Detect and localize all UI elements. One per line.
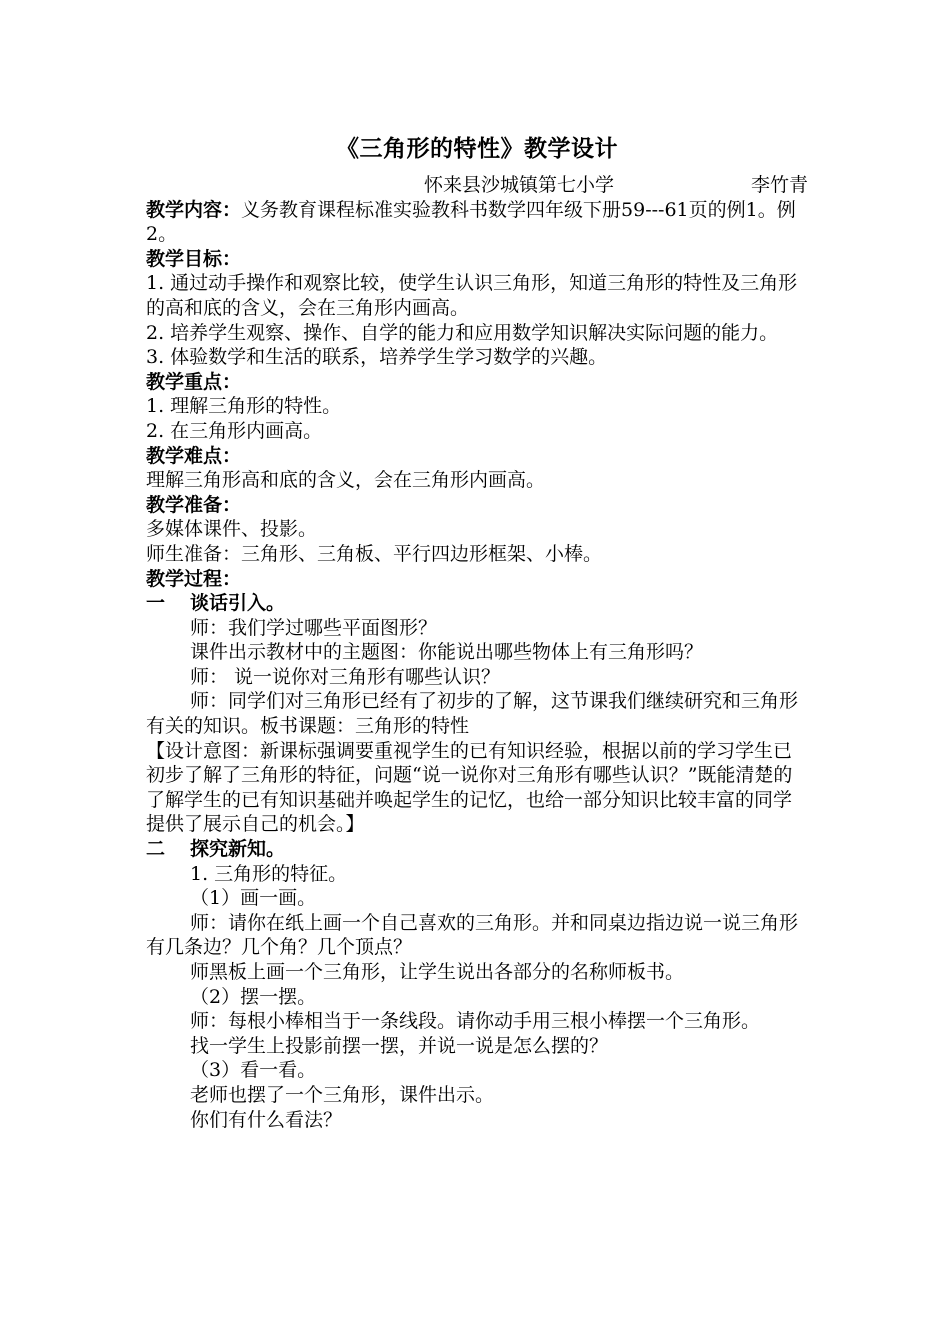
process-line: 老师也摆了一个三角形，课件出示。 xyxy=(190,1083,495,1106)
process-line: 师：我们学过哪些平面图形？ xyxy=(190,616,438,639)
process-line: 你们有什么看法？ xyxy=(190,1108,343,1131)
section-number: 一 xyxy=(146,592,166,615)
process-line: 找一学生上投影前摆一摆，并说一说是怎么摆的？ xyxy=(190,1034,609,1057)
process-line: 师黑板上画一个三角形，让学生说出各部分的名称师板书。 xyxy=(190,961,685,983)
process-line-text: 师：每根小棒相当于一条线段。请你动手用三根小棒摆一个三角形。 xyxy=(190,1010,761,1033)
section-number: 二 xyxy=(146,838,166,861)
process-line: 师： 说一说你对三角形有哪些认识？ xyxy=(190,665,501,688)
process-line xyxy=(146,689,808,738)
key-point-item: 1. 理解三角形的特性。 xyxy=(146,395,342,418)
section-heading-explore xyxy=(146,837,808,862)
process-line-text: 师：同学们对三角形已经有了初步的了解，这节课我们继续研究和三角形有关的知识。板书课题：三角形的特性 xyxy=(146,690,799,738)
process-line: （1）画一画。 xyxy=(190,887,317,910)
preparation-heading: 教学准备： xyxy=(146,493,242,516)
process-line: （2）摆一摆。 xyxy=(190,985,317,1008)
key-point-item: 2. 在三角形内画高。 xyxy=(146,419,323,442)
school-name: 怀来县沙城镇第七小学 xyxy=(424,174,615,196)
process-line-text: 师：请你在纸上画一个自己喜欢的三角形。并和同桌边指边说一说三角形有几条边？几个角？几个顶点？ xyxy=(146,911,799,959)
document-page xyxy=(146,133,808,1132)
teaching-content xyxy=(146,198,808,247)
difficulties-heading: 教学难点： xyxy=(146,444,242,467)
process-line: 1. 三角形的特征。 xyxy=(190,862,348,885)
teaching-content-text: 义务教育课程标准实验教科书数学四年级下册59---61页的例1。例2。 xyxy=(146,198,796,246)
section-title: 探究新知。 xyxy=(190,838,286,861)
goal-item: 1. 通过动手操作和观察比较，使学生认识三角形，知道三角形的特性及三角形的高和底的含义，会在三角形内画高。 xyxy=(146,272,798,319)
section-title: 谈话引入。 xyxy=(190,592,286,615)
process-line xyxy=(146,911,808,960)
byline xyxy=(146,173,808,198)
process-line: 课件出示教材中的主题图：你能说出哪些物体上有三角形吗？ xyxy=(190,641,704,664)
goal-item: 2. 培养学生观察、操作、自学的能力和应用数学知识解决实际问题的能力。 xyxy=(146,321,779,344)
author-name: 李竹青 xyxy=(750,174,808,196)
preparation-item: 多媒体课件、投影。 xyxy=(146,518,318,541)
section-heading-intro xyxy=(146,591,808,616)
goal-item: 3. 体验数学和生活的联系，培养学生学习数学的兴趣。 xyxy=(146,346,608,369)
document-title: 《三角形的特性》教学设计 xyxy=(336,135,618,162)
process-heading: 教学过程： xyxy=(146,567,242,590)
goals-heading: 教学目标： xyxy=(146,247,242,270)
process-line: （3）看一看。 xyxy=(190,1059,317,1082)
design-note: 【设计意图：新课标强调要重视学生的已有知识经验，根据以前的学习学生已初步了解了三角形的特征，问题“说一说你对三角形有哪些认识？”既能清楚的了解学生的已有知识基础并唤起学生的记忆，也给一部分知识比较丰富的同学提供了展示自己的机会。】 xyxy=(146,739,793,836)
key-points-heading: 教学重点： xyxy=(146,370,242,393)
preparation-item: 师生准备：三角形、三角板、平行四边形框架、小棒。 xyxy=(146,542,603,565)
difficulties-text: 理解三角形高和底的含义，会在三角形内画高。 xyxy=(146,469,546,492)
teaching-content-label: 教学内容： xyxy=(146,198,242,221)
process-line xyxy=(146,1009,808,1034)
